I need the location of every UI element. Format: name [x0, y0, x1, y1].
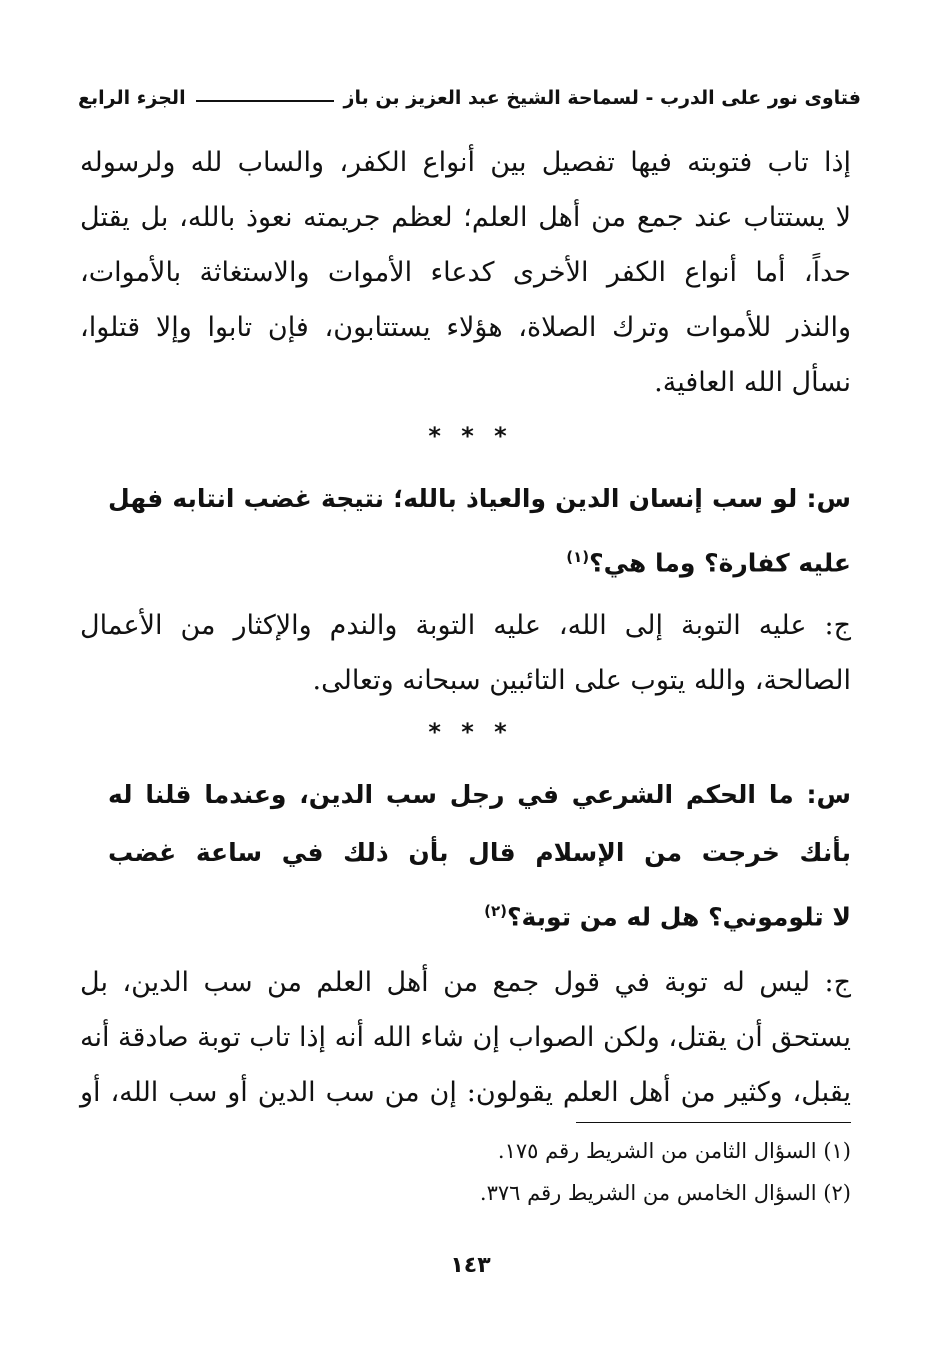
running-header — [78, 78, 861, 118]
answer-line: الصالحة، والله يتوب على التائبين سبحانه وتعالى. — [312, 665, 851, 696]
question-text: عليه كفارة؟ وما هي؟ — [589, 548, 851, 578]
text-line: حداً، أما أنواع الكفر الأخرى كدعاء الأموات والاستغاثة بالأموات، — [80, 257, 851, 288]
paragraph-continuation — [80, 135, 851, 410]
question-line: س: لو سب إنسان الدين والعياذ بالله؛ نتيجة غضب انتابه فهل — [108, 484, 851, 513]
section-separator: * * * — [428, 422, 513, 450]
header-rule — [196, 100, 334, 102]
question-text: لا تلوموني؟ هل له من توبة؟ — [506, 902, 851, 932]
question-line: بأنك خرجت من الإسلام قال بأن ذلك في ساعة غضب — [108, 838, 851, 867]
section-separator: * * * — [428, 718, 513, 746]
text-line: نسأل الله العافية. — [654, 367, 851, 398]
answer-line: يقبل، وكثير من أهل العلم يقولون: إن من سب الدين أو سب الله، أو — [80, 1077, 851, 1108]
question-2 — [108, 766, 851, 940]
text-line: إذا تاب فتوبته فيها تفصيل بين أنواع الكفر، والساب لله ولرسوله — [80, 147, 851, 178]
footnotes — [80, 1130, 851, 1214]
footnote: (٢) السؤال الخامس من الشريط رقم ٣٧٦. — [479, 1181, 851, 1205]
footnote: (١) السؤال الثامن من الشريط رقم ١٧٥. — [497, 1139, 851, 1163]
text-line: والنذر للأموات وترك الصلاة، هؤلاء يستتابون، فإن تابوا وإلا قتلوا، — [80, 312, 851, 343]
footnote-ref: (١) — [566, 548, 590, 566]
answer-line: يستحق أن يقتل، ولكن الصواب إن شاء الله أنه إذا تاب توبة صادقة أنه — [79, 1022, 851, 1053]
answer-line: ج: ليس له توبة في قول جمع من أهل العلم من سب الدين، بل — [80, 967, 851, 998]
header-title: فتاوى نور على الدرب - لسماحة الشيخ عبد العزيز بن باز — [343, 87, 861, 109]
footnote-rule — [576, 1122, 851, 1123]
footnote-ref: (٢) — [484, 902, 507, 920]
answer-1 — [80, 598, 851, 708]
text-line: لا يستتاب عند جمع من أهل العلم؛ لعظم جريمته نعوذ بالله، بل يقتل — [80, 202, 851, 233]
question-1 — [108, 470, 851, 586]
question-line: س: ما الحكم الشرعي في رجل سب الدين، وعندما قلنا له — [108, 780, 851, 809]
question-line — [108, 528, 851, 586]
answer-line: ج: عليه التوبة إلى الله، عليه التوبة والندم والإكثار من الأعمال — [80, 610, 851, 641]
question-line — [108, 882, 851, 940]
header-part: الجزء الرابع — [78, 87, 186, 109]
answer-2 — [80, 955, 851, 1120]
page-number: ١٤٣ — [450, 1253, 491, 1278]
